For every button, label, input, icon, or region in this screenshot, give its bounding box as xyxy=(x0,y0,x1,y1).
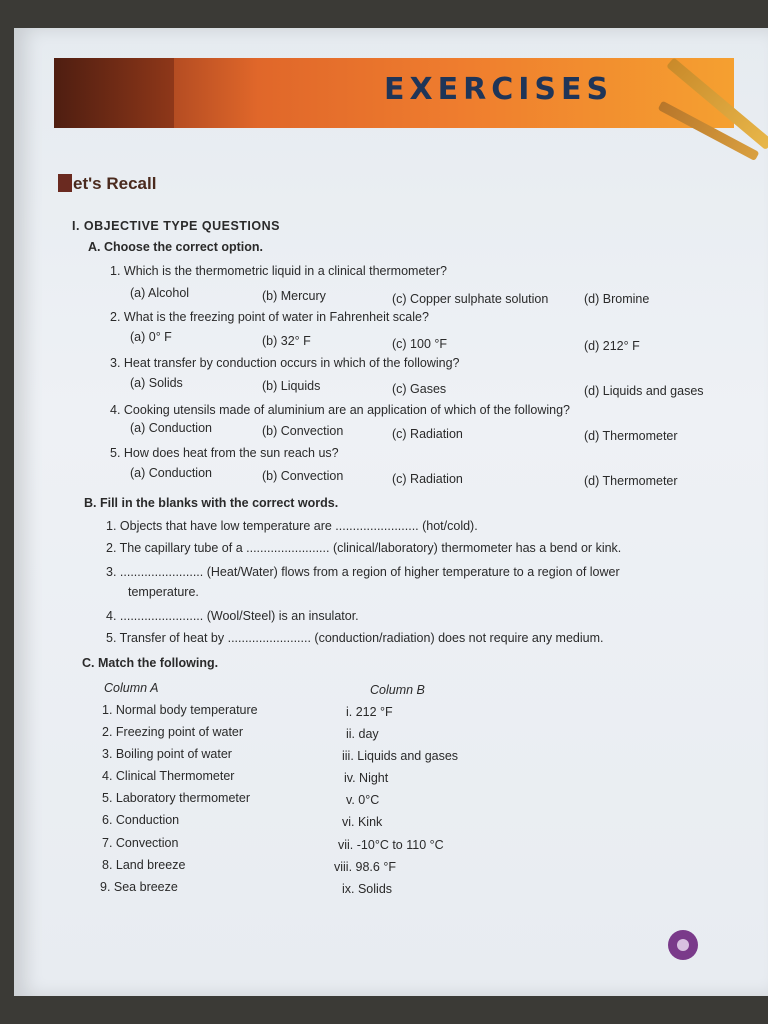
part-c-heading: C. Match the following. xyxy=(82,656,219,670)
q5-option-c: (c) Radiation xyxy=(392,472,463,486)
match-b-8: viii. 98.6 °F xyxy=(334,860,396,874)
column-b-heading: Column B xyxy=(370,683,425,697)
column-a-heading: Column A xyxy=(104,681,159,695)
q3-option-b: (b) Liquids xyxy=(262,379,321,393)
q5-option-d: (d) Thermometer xyxy=(584,474,678,488)
fill-blank-5: 5. Transfer of heat by ........................ (conduction/radiation) does not require any medium. xyxy=(106,631,604,645)
match-a-7: 7. Convection xyxy=(102,836,179,850)
q5-option-b: (b) Convection xyxy=(262,469,344,483)
question-2: 2. What is the freezing point of water in Fahrenheit scale? xyxy=(110,310,429,324)
q1-option-d: (d) Bromine xyxy=(584,292,650,306)
q2-option-d: (d) 212° F xyxy=(584,339,640,353)
lets-recall-heading: et's Recall xyxy=(58,174,156,194)
match-a-4: 4. Clinical Thermometer xyxy=(102,769,235,783)
objective-heading: I. OBJECTIVE TYPE QUESTIONS xyxy=(72,219,280,233)
q3-option-d: (d) Liquids and gases xyxy=(584,384,704,398)
fill-blank-3: 3. ........................ (Heat/Water) flows from a region of higher temperature to a region of lower xyxy=(106,565,620,579)
match-a-8: 8. Land breeze xyxy=(102,858,186,872)
match-a-2: 2. Freezing point of water xyxy=(102,725,244,739)
q2-option-b: (b) 32° F xyxy=(262,334,311,348)
match-a-6: 6. Conduction xyxy=(102,813,180,827)
match-a-9: 9. Sea breeze xyxy=(100,880,178,894)
fill-blank-3-cont: temperature. xyxy=(128,585,199,599)
fill-blank-4: 4. ........................ (Wool/Steel) is an insulator. xyxy=(106,609,359,623)
q3-option-a: (a) Solids xyxy=(130,376,183,390)
match-a-3: 3. Boiling point of water xyxy=(102,747,232,761)
q1-option-b: (b) Mercury xyxy=(262,289,326,303)
q2-option-a: (a) 0° F xyxy=(130,330,172,344)
exercises-banner xyxy=(54,58,734,128)
match-b-4: iv. Night xyxy=(344,771,389,785)
q4-option-d: (d) Thermometer xyxy=(584,429,678,443)
q2-option-c: (c) 100 °F xyxy=(392,337,448,351)
match-b-1: i. 212 °F xyxy=(346,705,393,719)
match-b-7: vii. -10°C to 110 °C xyxy=(338,838,444,852)
match-b-2: ii. day xyxy=(346,727,379,741)
q4-option-a: (a) Conduction xyxy=(130,421,212,435)
fill-blank-2: 2. The capillary tube of a ........................ (clinical/laboratory) thermometer has a bend or kink. xyxy=(106,541,622,555)
match-b-9: ix. Solids xyxy=(342,882,393,896)
part-b-heading: B. Fill in the blanks with the correct words. xyxy=(84,496,339,510)
q4-option-c: (c) Radiation xyxy=(392,427,463,441)
question-4: 4. Cooking utensils made of aluminium are an application of which of the following? xyxy=(110,403,570,417)
page-number-badge xyxy=(668,930,698,960)
match-a-1: 1. Normal body temperature xyxy=(102,703,258,717)
q1-option-c: (c) Copper sulphate solution xyxy=(392,292,549,306)
q1-option-a: (a) Alcohol xyxy=(130,286,190,300)
match-a-5: 5. Laboratory thermometer xyxy=(102,791,250,805)
q3-option-c: (c) Gases xyxy=(392,382,447,396)
question-3: 3. Heat transfer by conduction occurs in which of the following? xyxy=(110,356,460,370)
match-b-5: v. 0°C xyxy=(346,793,380,807)
page-title: EXERCISES xyxy=(384,72,614,107)
match-b-3: iii. Liquids and gases xyxy=(342,749,459,763)
banner-photo xyxy=(54,58,174,128)
fill-blank-1: 1. Objects that have low temperature are ........................ (hot/cold). xyxy=(106,519,478,533)
match-b-6: vi. Kink xyxy=(342,815,383,829)
q4-option-b: (b) Convection xyxy=(262,424,344,438)
question-5: 5. How does heat from the sun reach us? xyxy=(110,446,339,460)
question-1: 1. Which is the thermometric liquid in a clinical thermometer? xyxy=(110,264,447,278)
q5-option-a: (a) Conduction xyxy=(130,466,212,480)
part-a-heading: A. Choose the correct option. xyxy=(88,240,264,254)
lets-recall-initial-box xyxy=(58,174,72,192)
